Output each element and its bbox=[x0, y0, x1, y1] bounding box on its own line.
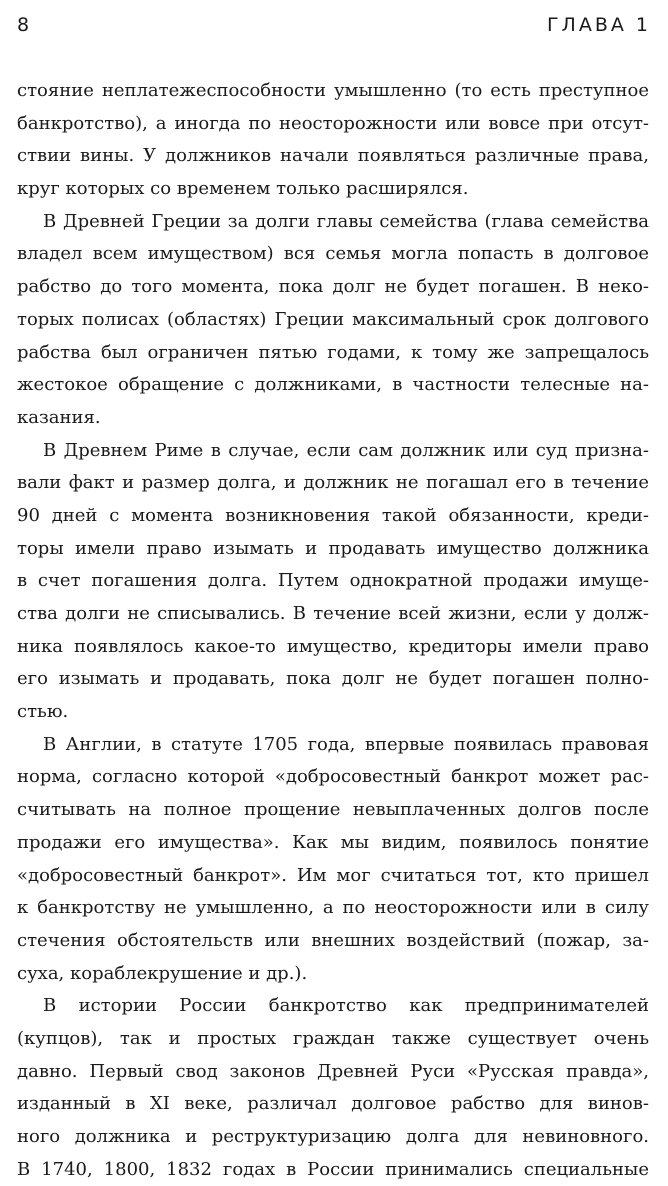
text-line: ного должника и реструктуризацию долга для невиновного. bbox=[17, 1126, 649, 1147]
text-line: вали факт и размер долга, и должник не погашал его в течение bbox=[17, 472, 649, 494]
text-line: круг которых со временем только расширялся. bbox=[17, 178, 469, 200]
text-line: в счет погашения долга. Путем однократной продажи имуще- bbox=[17, 570, 649, 592]
text-line: рабство до того момента, пока долг не будет погашен. В неко- bbox=[17, 276, 649, 298]
text-line: ствии вины. У должников начали появляться различные права, bbox=[17, 145, 649, 167]
text-line: рабства был ограничен пятью годами, к тому же запрещалось bbox=[17, 341, 649, 363]
text-line: торы имели право изымать и продавать имущество должника bbox=[17, 537, 649, 559]
text-line: продажи его имущества». Как мы видим, появилось понятие bbox=[17, 831, 649, 853]
text-line: норма, согласно которой «добросовестный банкрот может рас- bbox=[17, 766, 649, 788]
text-line: владел всем имуществом) вся семья могла попасть в долговое bbox=[17, 243, 649, 265]
text-line: жестокое обращение с должниками, в частности телесные на- bbox=[17, 374, 649, 396]
text-line: 90 дней с момента возникновения такой обязанности, креди- bbox=[17, 504, 649, 526]
text-line: В Древней Греции за долги главы семейства (глава семейства bbox=[43, 210, 649, 232]
text-line: В Древнем Риме в случае, если сам должник или суд призна- bbox=[43, 439, 649, 461]
text-line: к банкротству не умышленно, а по неосторожности или в силу bbox=[17, 897, 649, 919]
text-line: считывать на полное прощение невыплаченных долгов после bbox=[17, 799, 649, 821]
chapter-title: ГЛАВА 1 bbox=[546, 14, 651, 36]
text-line: «добросовестный банкрот». Им мог считаться тот, кто пришел bbox=[17, 864, 649, 886]
page-number: 8 bbox=[17, 14, 30, 36]
text-line: его изымать и продавать, пока долг не будет погашен полно- bbox=[17, 668, 649, 690]
text-line: стечения обстоятельств или внешних воздействий (пожар, за- bbox=[17, 929, 649, 951]
text-line: стью. bbox=[17, 701, 69, 723]
page-header bbox=[17, 10, 651, 40]
text-line: банкротство), а иногда по неосторожности или вовсе при отсут- bbox=[17, 112, 649, 134]
text-line: В истории России банкротство как предпринимателей bbox=[43, 995, 649, 1017]
text-line: стояние неплатежеспособности умышленно (то есть преступное bbox=[17, 80, 649, 101]
text-line: суха, кораблекрушение и др.). bbox=[17, 962, 308, 984]
text-line: В 1740, 1800, 1832 годах в России принимались специальные bbox=[17, 1158, 649, 1180]
text-line: казания. bbox=[17, 406, 101, 428]
text-line: ника появлялось какое-то имущество, кредиторы имели право bbox=[17, 635, 649, 657]
text-line: ства долги не списывались. В течение всей жизни, если у долж- bbox=[17, 603, 649, 624]
text-line: (купцов), так и простых граждан также существует очень bbox=[17, 1027, 649, 1049]
text-line: В Англии, в статуте 1705 года, впервые появилась правовая bbox=[43, 733, 649, 755]
text-line: изданный в XI веке, различал долговое рабство для винов- bbox=[17, 1093, 649, 1115]
text-line: давно. Первый свод законов Древней Руси «Русская правда», bbox=[17, 1060, 649, 1082]
body-text bbox=[17, 75, 649, 1186]
text-line: торых полисах (областях) Греции максимальный срок долгового bbox=[17, 308, 649, 330]
